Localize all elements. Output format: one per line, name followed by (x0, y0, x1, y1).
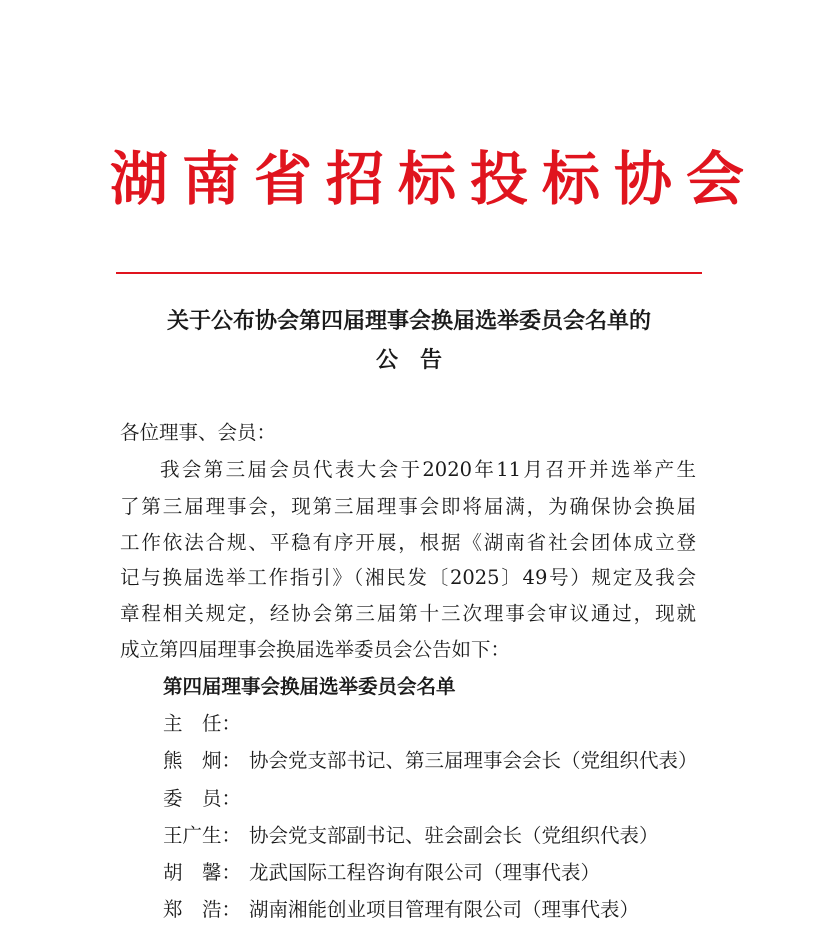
member-name: 王广生： (163, 824, 242, 847)
paragraph-line: 成立第四届理事会换届选举委员会公告如下： (120, 638, 511, 661)
member-description: 龙武国际工程咨询有限公司（理事代表） (249, 861, 601, 884)
paragraph-line: 工作依法合规、平稳有序开展，根据《湖南省社会团体成立登 (120, 531, 696, 554)
paragraph-line: 了第三届理事会，现第三届理事会即将届满，为确保协会换届 (120, 495, 696, 518)
member-name: 胡 馨： (163, 861, 242, 884)
header-red-divider (116, 272, 702, 274)
member-name: 熊 炯： (163, 749, 242, 772)
member-name: 郑 浩： (163, 898, 242, 921)
member-description: 协会党支部副书记、驻会副会长（党组织代表） (249, 824, 659, 847)
member-entry (163, 900, 639, 920)
organization-name-header: 湖南省招标投标协会 (110, 145, 759, 213)
member-description: 协会党支部书记、第三届理事会会长（党组织代表） (249, 749, 698, 772)
member-entry (163, 826, 659, 846)
notice-title-line-2: 公告 (375, 347, 464, 373)
committee-list-heading: 第四届理事会换届选举委员会名单 (163, 675, 456, 698)
paragraph-line: 我会第三届会员代表大会于2020年11月召开并选举产生 (160, 458, 696, 481)
member-entry (163, 863, 600, 883)
member-description: 湖南湘能创业项目管理有限公司（理事代表） (249, 898, 640, 921)
notice-title-line-1: 关于公布协会第四届理事会换届选举委员会名单的 (166, 308, 651, 334)
director-label: 主 任： (163, 712, 242, 735)
salutation: 各位理事、会员： (120, 421, 277, 444)
paragraph-line: 记与换届选举工作指引》（湘民发〔2025〕49号）规定及我会 (120, 566, 696, 589)
paragraph-line: 章程相关规定，经协会第三届第十三次理事会审议通过，现就 (120, 602, 696, 625)
director-entry (163, 751, 698, 771)
members-label: 委 员： (163, 787, 242, 810)
